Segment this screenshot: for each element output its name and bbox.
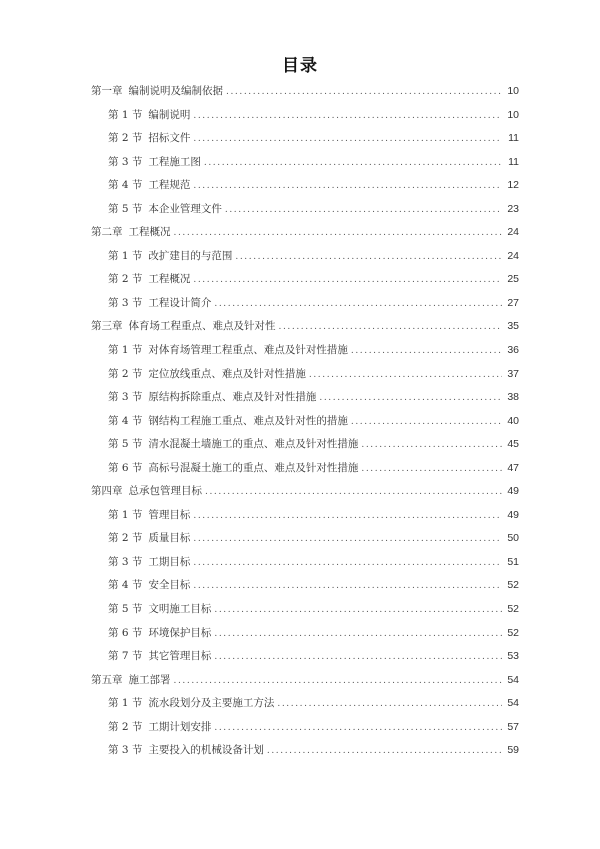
toc-entry-number: 第 3 节 <box>108 391 143 404</box>
toc-entry-number: 第 6 节 <box>108 626 143 639</box>
toc-section-entry[interactable] <box>91 245 519 269</box>
toc-entry-label: 工程概况 <box>128 226 171 239</box>
toc-entry-label: 质量目标 <box>148 532 191 545</box>
toc-entry-label: 流水段划分及主要施工方法 <box>148 697 275 710</box>
dot-leader <box>193 528 502 552</box>
toc-section-entry[interactable] <box>91 527 519 551</box>
toc-entry-label: 招标文件 <box>148 132 191 145</box>
dot-leader <box>279 316 503 340</box>
toc-entry-number: 第 2 节 <box>108 132 143 145</box>
toc-section-entry[interactable] <box>91 268 519 292</box>
toc-entry-number: 第一章 <box>91 85 123 97</box>
dot-leader <box>193 575 502 599</box>
toc-entry-label: 安全目标 <box>148 579 191 592</box>
toc-entry-number: 第 2 节 <box>108 532 143 545</box>
toc-entry-number: 第 4 节 <box>108 414 143 427</box>
table-of-contents <box>91 80 519 763</box>
toc-page-number: 49 <box>507 508 519 521</box>
toc-chapter-entry[interactable] <box>91 221 519 245</box>
toc-page-number: 47 <box>507 461 519 474</box>
toc-chapter-entry[interactable] <box>91 480 519 504</box>
dot-leader <box>225 199 502 223</box>
dot-leader <box>319 387 502 411</box>
toc-entry-number: 第 5 节 <box>108 603 143 616</box>
toc-section-entry[interactable] <box>91 151 519 175</box>
toc-section-entry[interactable] <box>91 504 519 528</box>
dot-leader <box>193 175 502 199</box>
dot-leader <box>214 646 502 670</box>
toc-entry-label: 工程规范 <box>148 179 191 192</box>
toc-entry-label: 改扩建目的与范围 <box>148 249 233 262</box>
toc-page-number: 52 <box>507 579 519 592</box>
toc-section-entry[interactable] <box>91 739 519 763</box>
toc-entry-label: 主要投入的机械设备计划 <box>148 744 264 757</box>
toc-page-number: 53 <box>507 650 519 663</box>
toc-section-entry[interactable] <box>91 692 519 716</box>
toc-section-entry[interactable] <box>91 551 519 575</box>
toc-entry-label: 环境保护目标 <box>148 626 212 639</box>
dot-leader <box>214 717 502 741</box>
toc-section-entry[interactable] <box>91 127 519 151</box>
dot-leader <box>361 434 502 458</box>
toc-page-number: 59 <box>507 744 519 757</box>
toc-section-entry[interactable] <box>91 339 519 363</box>
toc-section-entry[interactable] <box>91 386 519 410</box>
toc-chapter-entry[interactable] <box>91 315 519 339</box>
toc-entry-label: 施工部署 <box>128 673 171 686</box>
toc-entry-label: 编制说明 <box>148 108 191 121</box>
toc-entry-number: 第三章 <box>91 320 123 333</box>
toc-section-entry[interactable] <box>91 433 519 457</box>
toc-page-number: 49 <box>507 485 519 498</box>
dot-leader <box>361 458 502 482</box>
toc-page-number: 37 <box>507 367 519 380</box>
toc-entry-number: 第二章 <box>91 226 123 239</box>
dot-leader <box>205 481 502 505</box>
toc-chapter-entry[interactable] <box>91 80 519 104</box>
toc-page-number: 11 <box>508 155 519 168</box>
toc-page-number: 52 <box>507 603 519 616</box>
dot-leader <box>174 222 503 246</box>
toc-entry-number: 第四章 <box>91 485 123 498</box>
toc-entry-number: 第 3 节 <box>108 744 143 757</box>
toc-page-number: 54 <box>507 673 519 686</box>
toc-entry-number: 第 3 节 <box>108 155 143 168</box>
toc-entry-label: 工期目标 <box>148 555 191 568</box>
toc-entry-label: 高标号混凝土施工的重点、难点及针对性措施 <box>148 461 359 474</box>
toc-entry-number: 第 1 节 <box>108 508 143 521</box>
toc-entry-label: 原结构拆除重点、难点及针对性措施 <box>148 391 317 404</box>
toc-entry-number: 第 5 节 <box>108 438 143 451</box>
toc-entry-label: 体育场工程重点、难点及针对性 <box>128 320 276 333</box>
toc-entry-number: 第 4 节 <box>108 179 143 192</box>
toc-page-number: 12 <box>507 179 519 192</box>
toc-entry-label: 工程设计简介 <box>148 296 212 309</box>
toc-page-number: 24 <box>507 226 519 239</box>
toc-entry-number: 第 3 节 <box>108 296 143 309</box>
toc-section-entry[interactable] <box>91 363 519 387</box>
toc-entry-number: 第 1 节 <box>108 108 143 121</box>
toc-page-number: 11 <box>508 132 519 145</box>
toc-entry-number: 第五章 <box>91 673 123 686</box>
toc-entry-label: 编制说明及编制依据 <box>128 85 223 97</box>
toc-entry-label: 管理目标 <box>148 508 191 521</box>
toc-page-number: 54 <box>507 697 519 710</box>
toc-page-number: 24 <box>507 249 519 262</box>
page-title: 目录 <box>282 56 318 76</box>
toc-page-number: 10 <box>507 108 519 121</box>
toc-section-entry[interactable] <box>91 174 519 198</box>
dot-leader <box>193 269 502 293</box>
dot-leader <box>193 105 502 129</box>
toc-page-number: 27 <box>507 296 519 309</box>
dot-leader <box>351 340 502 364</box>
toc-entry-label: 定位放线重点、难点及针对性措施 <box>148 367 306 380</box>
dot-leader <box>214 623 502 647</box>
toc-entry-number: 第 7 节 <box>108 650 143 663</box>
toc-entry-number: 第 3 节 <box>108 555 143 568</box>
toc-entry-number: 第 1 节 <box>108 697 143 710</box>
toc-entry-number: 第 6 节 <box>108 461 143 474</box>
toc-entry-number: 第 5 节 <box>108 202 143 215</box>
toc-section-entry[interactable] <box>91 598 519 622</box>
toc-page-number: 45 <box>507 438 519 451</box>
toc-entry-label: 工期计划安排 <box>148 720 212 733</box>
dot-leader <box>214 293 502 317</box>
toc-entry-label: 清水混凝土墙施工的重点、难点及针对性措施 <box>148 438 359 451</box>
toc-entry-label: 文明施工目标 <box>148 603 212 616</box>
toc-page-number: 23 <box>507 202 519 215</box>
dot-leader <box>351 411 502 435</box>
dot-leader <box>267 740 502 764</box>
dot-leader <box>174 670 503 694</box>
dot-leader <box>214 599 502 623</box>
dot-leader <box>193 505 502 529</box>
toc-section-entry[interactable] <box>91 198 519 222</box>
toc-entry-label: 对体育场管理工程重点、难点及针对性措施 <box>148 344 348 357</box>
toc-section-entry[interactable] <box>91 574 519 598</box>
toc-page-number: 10 <box>507 85 519 97</box>
toc-entry-number: 第 2 节 <box>108 273 143 286</box>
toc-page-number: 36 <box>507 344 519 357</box>
toc-entry-number: 第 2 节 <box>108 367 143 380</box>
dot-leader <box>277 693 502 717</box>
toc-entry-label: 钢结构工程施工重点、难点及针对性的措施 <box>148 414 348 427</box>
toc-section-entry[interactable] <box>91 457 519 481</box>
toc-page-number: 57 <box>507 720 519 733</box>
toc-entry-label: 本企业管理文件 <box>148 202 222 215</box>
toc-entry-label: 其它管理目标 <box>148 650 212 663</box>
dot-leader <box>193 552 502 576</box>
dot-leader <box>204 152 502 176</box>
toc-page-number: 50 <box>507 532 519 545</box>
dot-leader <box>309 364 502 388</box>
toc-entry-number: 第 1 节 <box>108 344 143 357</box>
toc-section-entry[interactable] <box>91 645 519 669</box>
toc-section-entry[interactable] <box>91 716 519 740</box>
toc-page-number: 35 <box>507 320 519 333</box>
dot-leader <box>235 246 502 270</box>
toc-section-entry[interactable] <box>91 410 519 434</box>
toc-entry-label: 工程概况 <box>148 273 191 286</box>
dot-leader <box>226 81 502 105</box>
toc-entry-number: 第 1 节 <box>108 249 143 262</box>
toc-section-entry[interactable] <box>91 292 519 316</box>
dot-leader <box>193 128 502 152</box>
toc-section-entry[interactable] <box>91 104 519 128</box>
toc-page-number: 51 <box>507 555 519 568</box>
toc-entry-number: 第 2 节 <box>108 720 143 733</box>
toc-section-entry[interactable] <box>91 622 519 646</box>
toc-entry-number: 第 4 节 <box>108 579 143 592</box>
toc-page-number: 52 <box>507 626 519 639</box>
toc-chapter-entry[interactable] <box>91 669 519 693</box>
toc-page-number: 38 <box>507 391 519 404</box>
toc-entry-label: 总承包管理目标 <box>128 485 202 498</box>
toc-page-number: 40 <box>507 414 519 427</box>
toc-page-number: 25 <box>507 273 519 286</box>
toc-entry-label: 工程施工图 <box>148 155 201 168</box>
